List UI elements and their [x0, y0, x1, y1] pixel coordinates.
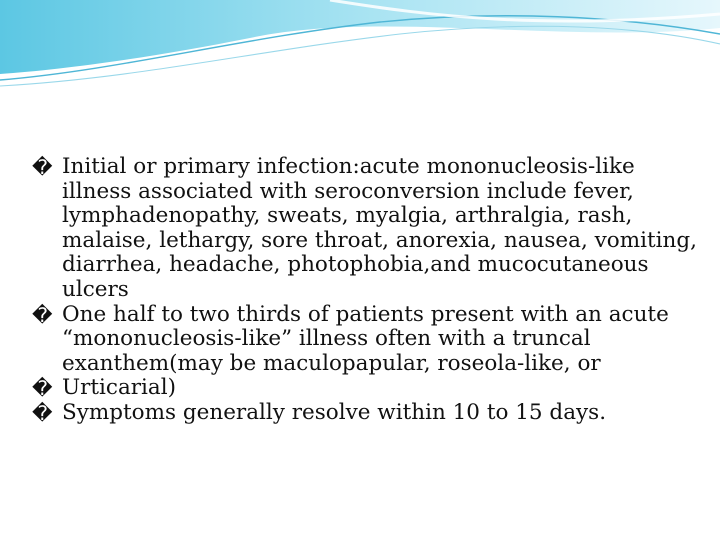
- slide-body: [32, 155, 702, 426]
- bullet-glyph: �: [32, 155, 53, 179]
- bullet-item-symptoms-resolve: [32, 401, 702, 426]
- bullet-item-urticarial: [32, 376, 702, 401]
- bullet-text: Initial or primary infection:acute mononucleosis-like illness associated with seroconversion include fever, lymphadenopathy, sweats, myalgia, arthralgia, rash, malaise, lethargy, sore throat, anorexia, nausea, vomiting, diarrhea, headache, photophobia,and mucocutaneous ulcers: [62, 154, 697, 302]
- bullet-item-initial-infection: [32, 155, 702, 303]
- bullet-text: Urticarial): [62, 375, 177, 401]
- bullet-glyph: �: [32, 376, 53, 401]
- wave-band-main: [0, 0, 720, 74]
- header-wave-decoration: [0, 0, 720, 90]
- bullet-glyph: �: [32, 302, 53, 327]
- bullet-glyph: �: [32, 400, 53, 425]
- bullet-text: Symptoms generally resolve within 10 to 15 days.: [62, 399, 607, 425]
- bullet-item-mononucleosis-like: [32, 303, 702, 377]
- bullet-text: One half to two thirds of patients present with an acute “mononucleosis-like” illness often with a truncal exanthem(may be maculopapular, roseola-like, or: [62, 301, 669, 376]
